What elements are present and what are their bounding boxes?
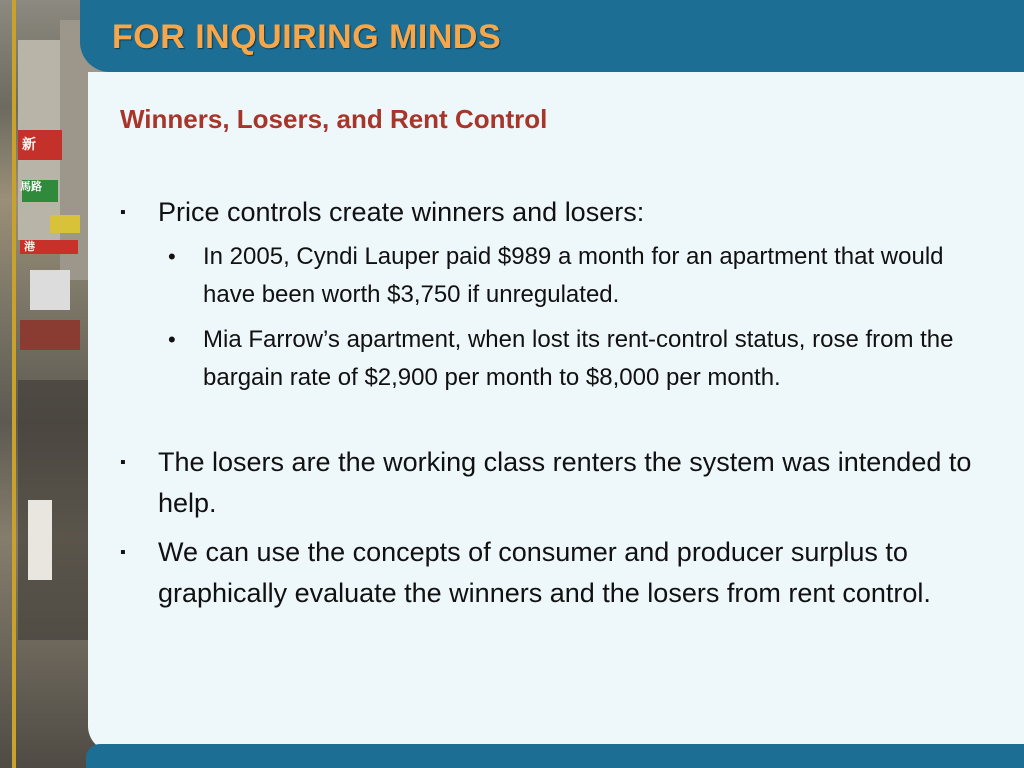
round-bullet-icon: • (168, 327, 176, 352)
content-panel (88, 72, 1024, 752)
title-bar (80, 0, 1024, 72)
sub-bullet-text: In 2005, Cyndi Lauper paid $989 a month for an apartment that would have been worth $3,750 if unregulated. (203, 243, 944, 308)
slide-subtitle: Winners, Losers, and Rent Control (120, 104, 548, 134)
sub-bullet-item (168, 321, 988, 397)
bullet-text: Price controls create winners and losers: (158, 197, 645, 227)
sub-bullet-item (168, 238, 988, 314)
sub-bullet-text: Mia Farrow’s apartment, when lost its rent-control status, rose from the bargain rate of $2,900 per month to $8,000 per month. (203, 326, 954, 391)
bullet-item (120, 192, 1000, 233)
slide-title: FOR INQUIRING MINDS (112, 18, 502, 56)
gold-edge-line (12, 0, 16, 768)
sign-text: 馬路 (20, 180, 42, 193)
round-bullet-icon: • (168, 244, 176, 269)
bullet-text: We can use the concepts of consumer and producer surplus to graphically evaluate the winners and the losers from rent control. (158, 537, 931, 608)
sign-text: 港 (24, 240, 35, 253)
square-bullet-icon: ▪ (120, 204, 126, 221)
sign-text: 新 (22, 137, 36, 153)
bullet-item (120, 442, 1000, 524)
square-bullet-icon: ▪ (120, 454, 126, 471)
bullet-text: The losers are the working class renters the system was intended to help. (158, 447, 972, 518)
bullet-item (120, 532, 1000, 614)
square-bullet-icon: ▪ (120, 544, 126, 561)
footer-bar (86, 744, 1024, 768)
